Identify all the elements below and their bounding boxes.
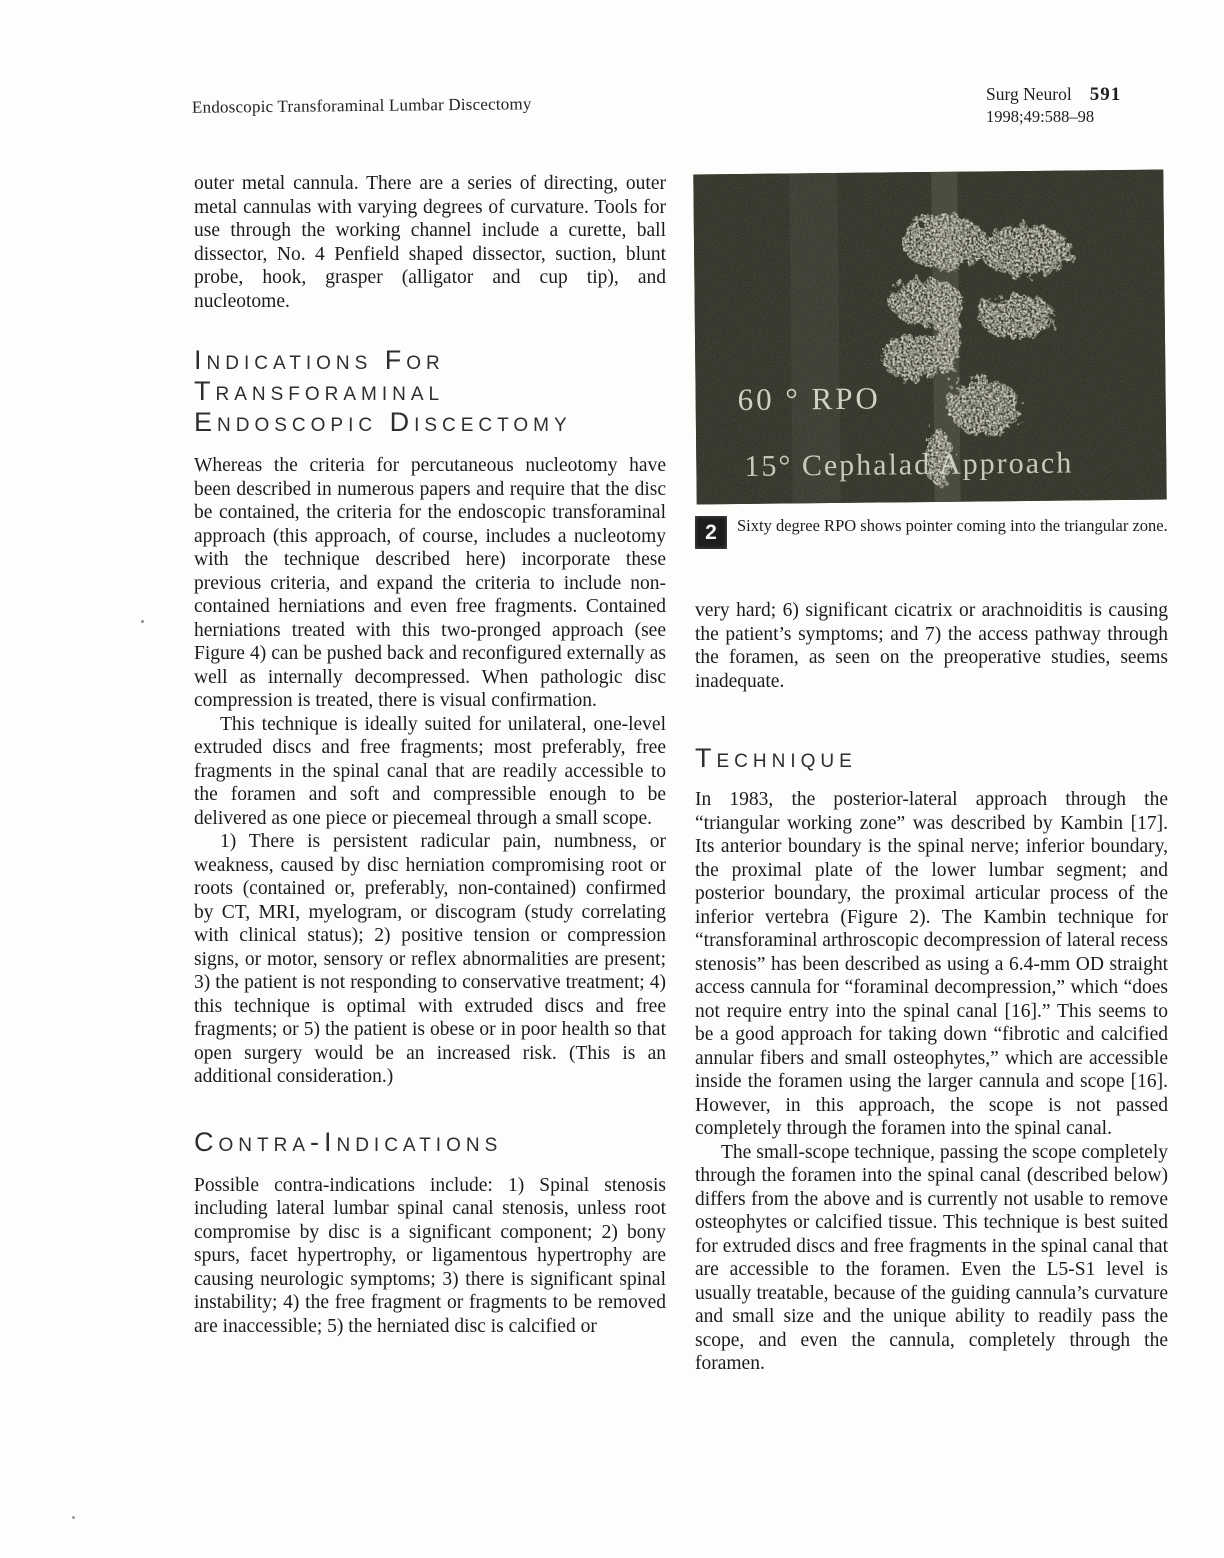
indications-paragraph-2: This technique is ideally suited for unilateral, one-level extruded discs and free fragments; most preferably, free fragments in the spinal canal that are readily accessible to the foramen and soft and compressible enough to be delivered as one piece or piecemeal through a small scope. [194, 713, 666, 829]
scan-speck [72, 1516, 75, 1519]
technique-heading: Technique [695, 743, 857, 773]
figure-number-badge: 2 [695, 516, 727, 549]
figure-caption-row [695, 516, 1168, 549]
indications-heading-line1: Indications For [194, 345, 445, 375]
intro-paragraph: outer metal cannula. There are a series of directing, outer metal cannulas with varying degrees of curvature. Tools for use through the working channel include a curette, ball dissector, No. 4 Penfield shaped dissector, suction, blunt probe, hook, grasper (alligator and cup tip), and nucleotome. [194, 173, 666, 312]
indications-paragraph-3: 1) There is persistent radicular pain, numbness, or weakness, caused by disc herniation compromising root or roots (contained or, preferably, non-contained) confirmed by CT, MRI, myelogram, or discogram (study correlating with clinical status); 2) positive tension or compression signs, or motor, sensory or reflex abnormalities are present; 3) the patient is not responding to conservative treatment; 4) this technique is optimal with extruded discs and free fragments; or 5) the patient is obese or in poor health so that open surgery would be an increased risk. (This is an additional consideration.) [194, 831, 666, 1087]
xray-image [693, 170, 1166, 505]
contra-indications-paragraph: Possible contra-indications include: 1) Spinal stenosis including lateral lumbar spinal canal stenosis, unless root compromise by disc is a significant component; 2) bony spurs, facet hypertrophy, or ligamentous hypertrophy are causing neurologic symptoms; 3) there is significant spinal instability; 4) the free fragment or fragments to be removed are inaccessible; 5) the herniated disc is calcified or [194, 1174, 666, 1337]
indications-heading-line2: Transforaminal [194, 376, 445, 406]
technique-paragraph-2: The small-scope technique, passing the scope completely through the foramen into the spinal canal (described below) differs from the above and is currently not usable to remove osteophytes or calcified tissue. This technique is best suited for extruded discs and free fragments in the spinal canal that are accessible to the foramen. Even the L5-S1 level is usually treatable, because of the guiding cannula’s curvature and small size and the unique ability to readily pass the scope, and even the cannula, completely through the foramen. [695, 1141, 1168, 1374]
page-number: 591 [1089, 84, 1122, 105]
xray-label-cephalad-approach: 15° Cephalad Approach [744, 446, 1074, 483]
xray-label-rpo: 60 ° RPO [737, 380, 882, 418]
figure-2-radiograph [693, 170, 1166, 505]
right-column [695, 172, 1168, 1376]
journal-name: Surg Neurol [986, 84, 1072, 104]
technique-paragraph-1: In 1983, the posterior-lateral approach through the “triangular working zone” was described by Kambin [17]. Its anterior boundary is the spinal nerve; inferior boundary, the proximal plate of the lower lumbar segment; and posterior boundary, the proximal articular process of the inferior vertebra (Figure 2). The Kambin technique for “transforaminal arthroscopic decompression of lateral recess stenosis” has been described as using a 6.4-mm OD straight access cannula for “foraminal decompression,” which “does not require entry into the spinal canal [16].” This seems to be a good approach for taking down “fibrotic and calcified annular fibers and small osteophytes,” which are accessible inside the foramen using the larger cannula and scope [16]. However, in this approach, the scope is not passed completely through the foramen into the spinal canal. [695, 789, 1168, 1139]
journal-reference-line1 [986, 84, 1182, 106]
indications-paragraph-1: Whereas the criteria for percutaneous nucleotomy have been described in numerous papers and require that the disc be contained, the criteria for the endoscopic transforaminal approach (this approach, of course, includes a nucleotomy with the technique described here) incorporate these previous criteria, and expand the criteria to include non-contained herniations and even free fragments. Contained herniations treated with this two-pronged approach (see Figure 4) can be pushed back and reconfigured externally as well as internally decompressed. When pathologic disc compression is treated, there is visual confirmation. [194, 455, 666, 711]
contra-indications-continued: very hard; 6) significant cicatrix or arachnoiditis is causing the patient’s symptoms; and 7) the access pathway through the foramen, as seen on the preoperative studies, seems inadequate. [695, 600, 1168, 692]
citation: 1998;49:588–98 [986, 107, 1095, 126]
indications-heading-line3: Endoscopic Discectomy [194, 407, 572, 437]
journal-reference [986, 84, 1182, 127]
running-head: Endoscopic Transforaminal Lumbar Discectomy [191, 94, 532, 117]
contra-indications-heading: Contra-Indications [194, 1126, 503, 1157]
scan-speck [141, 620, 144, 623]
left-column [194, 172, 666, 1338]
indications-heading [194, 345, 666, 438]
figure-caption: Sixty degree RPO shows pointer coming into the triangular zone. [737, 516, 1168, 535]
